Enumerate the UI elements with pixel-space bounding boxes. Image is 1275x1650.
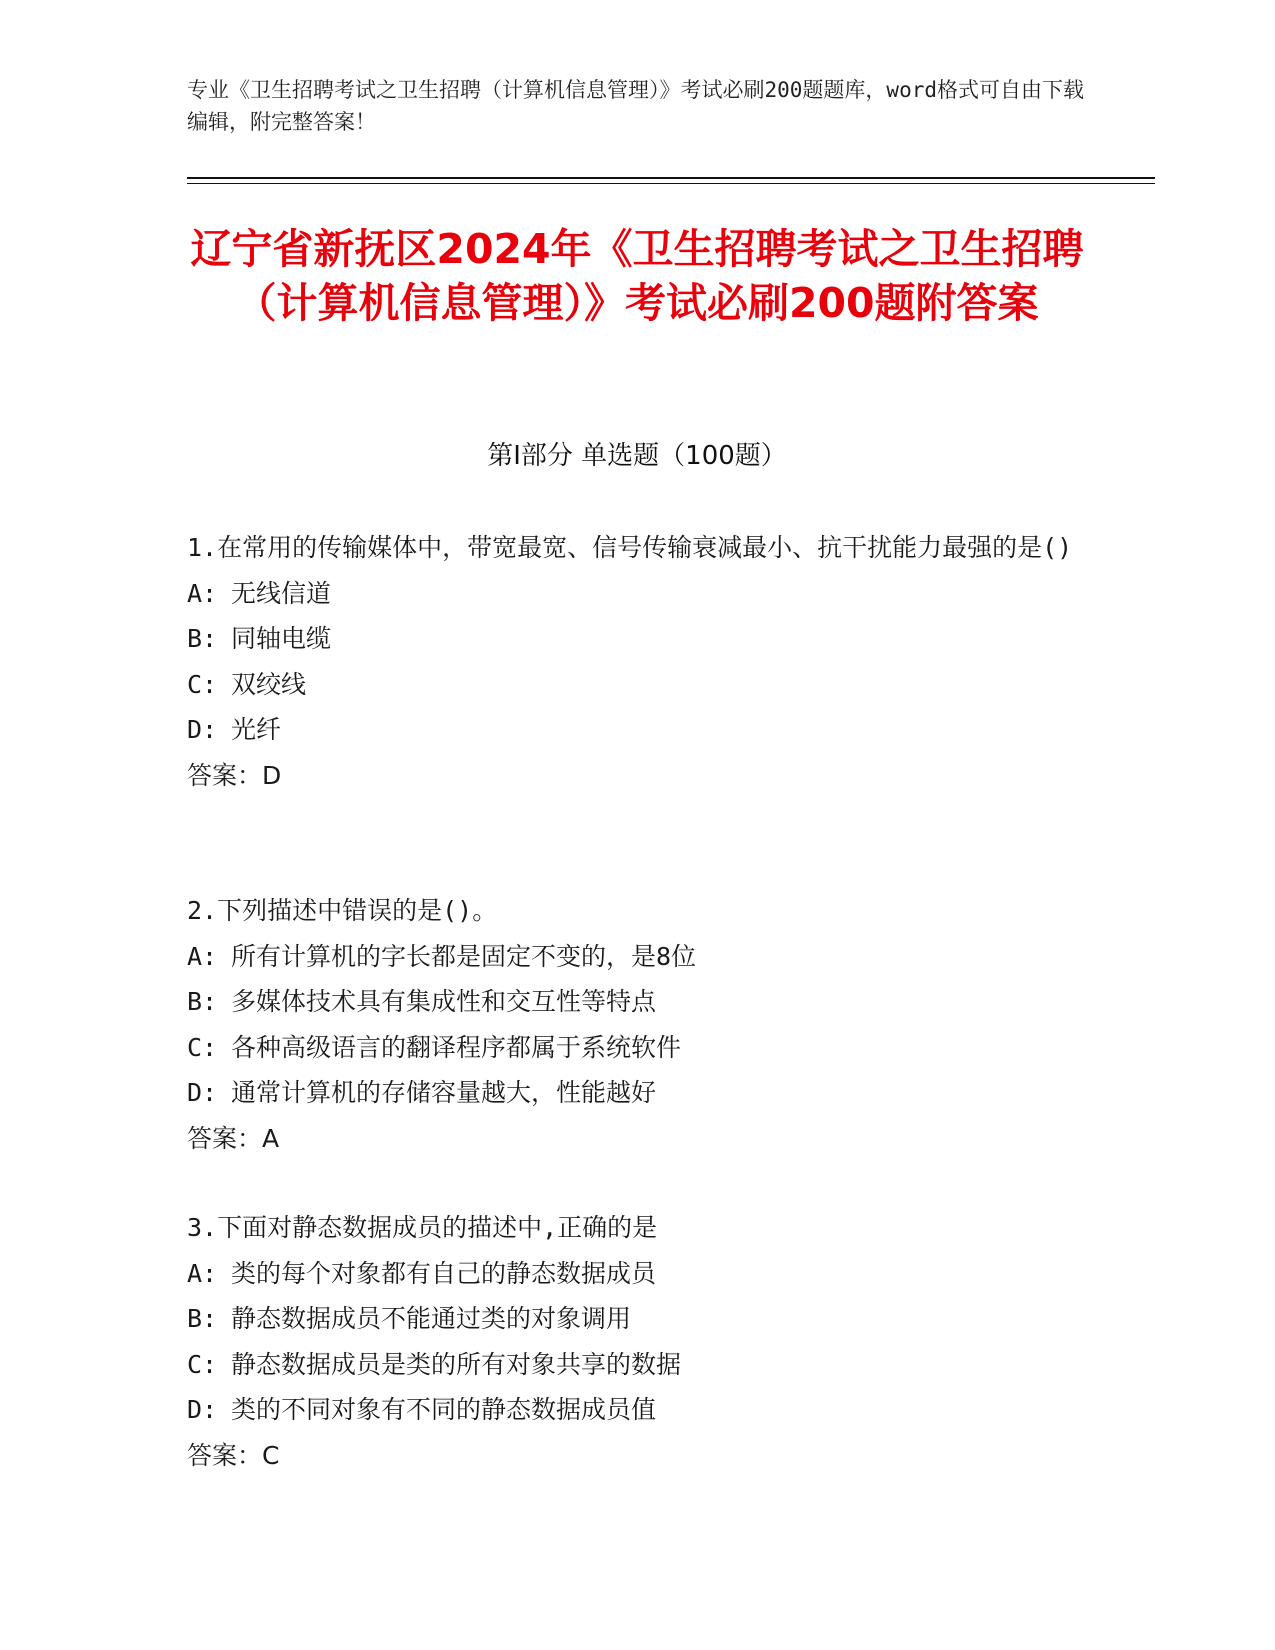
option-letter: A: (187, 941, 218, 971)
question-block (187, 1205, 1087, 1478)
option-d (187, 1070, 1087, 1116)
option-letter: B: (187, 987, 218, 1016)
option-b (187, 1296, 1087, 1342)
header-divider-thin (187, 183, 1155, 184)
question-block (187, 525, 1087, 798)
option-letter: D: (187, 1395, 218, 1424)
answer-line: 答案：D (187, 760, 282, 790)
option-d (187, 1387, 1087, 1433)
option-b (187, 979, 1087, 1025)
answer-line: 答案：A (187, 1123, 280, 1153)
option-a (187, 1251, 1087, 1297)
option-letter: B: (187, 624, 218, 653)
section-heading: 第Ⅰ部分 单选题（100题） (487, 441, 787, 471)
option-c (187, 1342, 1087, 1388)
option-letter: D: (187, 1078, 218, 1107)
option-text: 类的每个对象都有自己的静态数据成员 (231, 1258, 657, 1288)
option-d (187, 707, 1087, 753)
answer-line: 答案：C (187, 1440, 280, 1470)
option-text: 静态数据成员是类的所有对象共享的数据 (231, 1349, 682, 1379)
question-stem: 3.下面对静态数据成员的描述中,正确的是 (187, 1213, 658, 1242)
option-letter: A: (187, 1258, 218, 1288)
question-stem: 1.在常用的传输媒体中，带宽最宽、信号传输衰减最小、抗干扰能力最强的是() (187, 533, 1073, 562)
option-a (187, 934, 1087, 980)
option-letter: B: (187, 1304, 218, 1333)
option-text: 同轴电缆 (231, 624, 332, 653)
option-text: 无线信道 (231, 578, 332, 608)
option-letter: A: (187, 578, 218, 608)
option-letter: C: (187, 1032, 218, 1062)
document-title: 辽宁省新抚区2024年《卫生招聘考试之卫生招聘（计算机信息管理）》考试必刷200题附答案 (190, 225, 1084, 327)
option-text: 通常计算机的存储容量越大，性能越好 (231, 1078, 657, 1107)
option-text: 双绞线 (231, 669, 307, 699)
option-c (187, 1025, 1087, 1071)
option-text: 类的不同对象有不同的静态数据成员值 (231, 1395, 657, 1424)
option-text: 各种高级语言的翻译程序都属于系统软件 (231, 1032, 682, 1062)
option-letter: D: (187, 715, 218, 744)
option-a (187, 571, 1087, 617)
header-divider-thick (187, 177, 1155, 179)
option-text: 静态数据成员不能通过类的对象调用 (231, 1304, 632, 1333)
question-stem: 2.下列描述中错误的是()。 (187, 896, 498, 925)
question-block (187, 888, 1087, 1161)
option-c (187, 662, 1087, 708)
option-b (187, 616, 1087, 662)
option-text: 多媒体技术具有集成性和交互性等特点 (231, 987, 657, 1016)
option-text: 光纤 (231, 715, 282, 744)
option-text: 所有计算机的字长都是固定不变的，是8位 (231, 941, 697, 971)
header-note: 专业《卫生招聘考试之卫生招聘（计算机信息管理）》考试必刷200题题库，word格式可自由下载编辑，附完整答案！ (187, 78, 1084, 134)
option-letter: C: (187, 1349, 218, 1379)
option-letter: C: (187, 669, 218, 699)
